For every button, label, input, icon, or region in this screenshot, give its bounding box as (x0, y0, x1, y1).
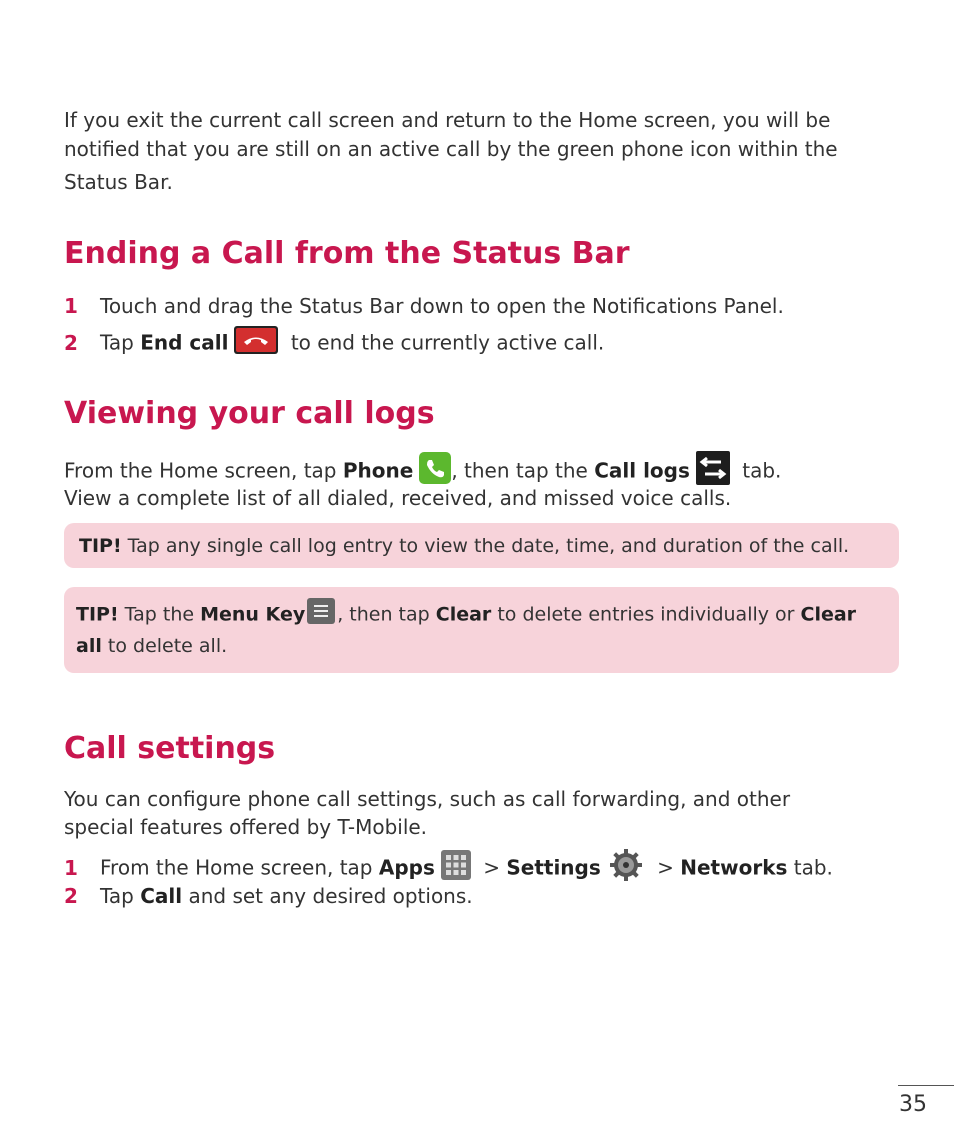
step-number: 2 (64, 330, 78, 355)
call-settings-line-2: special features offered by T-Mobile. (64, 815, 428, 839)
separator: > (650, 855, 681, 880)
menu-key-icon (307, 598, 335, 632)
step-text: From the Home screen, tap (100, 855, 379, 880)
tip-box-2 (64, 587, 899, 673)
settings-label: Settings (506, 855, 601, 880)
tip-label: TIP! (76, 603, 119, 626)
settings-step-2 (64, 881, 473, 911)
tip-text: to delete all. (101, 635, 228, 657)
menu-key-label: Menu Key (200, 603, 306, 626)
tip-text: Tap the (118, 603, 201, 626)
networks-label: Networks (680, 855, 788, 880)
heading-call-logs: Viewing your call logs (64, 396, 435, 431)
step-text-pre: Tap (100, 330, 141, 355)
page-number: 35 (899, 1092, 927, 1117)
intro-line-1: If you exit the current call screen and return to the Home screen, you will be (64, 108, 831, 132)
call-label: Call (140, 884, 183, 908)
step-text: Touch and drag the Status Bar down to open the Notifications Panel. (100, 294, 784, 318)
ending-step-1 (64, 291, 784, 321)
phone-label: Phone (342, 458, 414, 483)
text: , then tap the (451, 458, 595, 483)
text: tab. (735, 458, 782, 483)
text: From the Home screen, tap (64, 458, 343, 483)
call-settings-line-1: You can configure phone call settings, such as call forwarding, and other (64, 787, 791, 811)
apps-label: Apps (378, 855, 435, 880)
intro-line-3: Status Bar. (64, 170, 173, 194)
end-call-icon (234, 326, 278, 362)
clear-all-label: Clear (800, 603, 857, 626)
clear-all-label: all (76, 635, 102, 657)
call-logs-description: View a complete list of all dialed, received, and missed voice calls. (64, 486, 732, 510)
step-text: tab. (787, 855, 833, 880)
tip-text: to delete entries individually or (491, 603, 801, 626)
end-call-label: End call (140, 330, 229, 355)
heading-call-settings: Call settings (64, 731, 276, 766)
step-number: 1 (64, 294, 78, 318)
clear-label: Clear (435, 603, 492, 626)
tip-text: Tap any single call log entry to view the date, time, and duration of the call. (121, 535, 850, 557)
tip-text: , then tap (337, 603, 436, 626)
separator: > (476, 855, 507, 880)
step-text: Tap (100, 884, 141, 908)
settings-gear-icon (607, 846, 645, 892)
step-number: 2 (64, 884, 78, 908)
intro-line-2: notified that you are still on an active call by the green phone icon within the (64, 137, 838, 161)
heading-ending-call: Ending a Call from the Status Bar (64, 236, 630, 271)
step-text-post: to end the currently active call. (284, 330, 605, 355)
step-text: and set any desired options. (182, 884, 473, 908)
ending-step-2 (64, 326, 604, 362)
call-logs-label: Call logs (594, 458, 690, 483)
tip-label: TIP! (79, 535, 122, 557)
step-number: 1 (64, 855, 78, 880)
footer-rule (898, 1085, 954, 1086)
tip-box-1 (64, 523, 899, 568)
